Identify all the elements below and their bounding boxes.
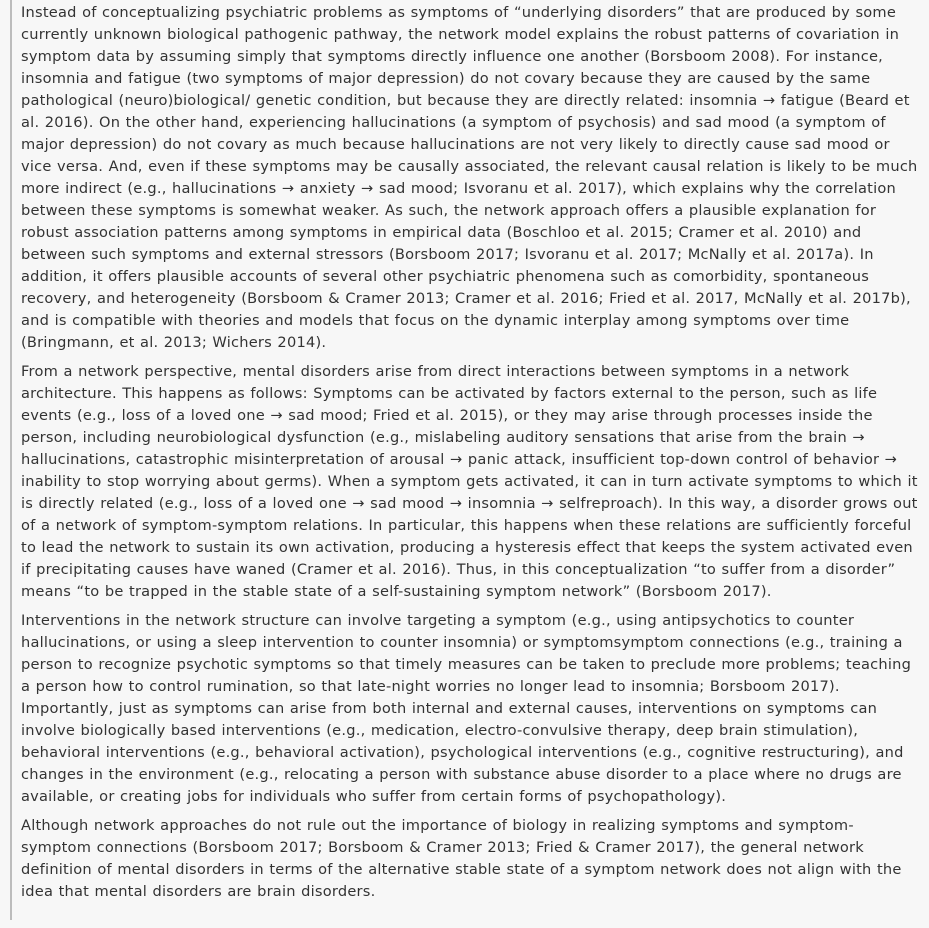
- paragraph-2: From a network perspective, mental disorders arise from direct interactions between symptoms in a network architecture. This happens as follows: Symptoms can be activated by factors external to the person, such as life events (e.g., loss of a loved one → sad mood; Fried et al. 2015), or they may arise through processes inside the person, including neurobiological dysfunction (e.g., mislabeling auditory sensations that arise from the brain → hallucinations, catastrophic misinterpretation of arousal → panic attack, insufficient top-down control of behavior → inability to stop worrying about germs). When a symptom gets activated, it can in turn activate symptoms to which it is directly related (e.g., loss of a loved one → sad mood → insomnia → selfreproach). In this way, a disorder grows out of a network of symptom-symptom relations. In particular, this happens when these relations are sufficiently forceful to lead the network to sustain its own activation, producing a hysteresis effect that keeps the system activated even if precipitating causes have waned (Cramer et al. 2016). Thus, in this conceptualization “to suffer from a disorder” means “to be trapped in the stable state of a self-sustaining symptom network” (Borsboom 2017).: [21, 363, 918, 600]
- paragraph-4: Although network approaches do not rule out the importance of biology in realizing symptoms and symptom-symptom connections (Borsboom 2017; Borsboom & Cramer 2013; Fried & Cramer 2017), the general network definition of mental disorders in terms of the alternative stable state of a symptom network does not align with the idea that mental disorders are brain disorders.: [21, 817, 902, 900]
- quote-border-bar: [10, 0, 12, 920]
- paragraph-1: Instead of conceptualizing psychiatric problems as symptoms of “underlying disorders” that are produced by some currently unknown biological pathogenic pathway, the network model explains the robust patterns of covariation in symptom data by assuming simply that symptoms directly influence one another (Borsboom 2008). For instance, insomnia and fatigue (two symptoms of major depression) do not covary because they are caused by the same pathological (neuro)biological/ genetic condition, but because they are directly related: insomnia → fatigue (Beard et al. 2016). On the other hand, experiencing hallucinations (a symptom of psychosis) and sad mood (a symptom of major depression) do not covary as much because hallucinations are not very likely to directly cause sad mood or vice versa. And, even if these symptoms may be causally associated, the relevant causal relation is likely to be much more indirect (e.g., hallucinations → anxiety → sad mood; Isvoranu et al. 2017), which explains why the correlation between these symptoms is somewhat weaker. As such, the network approach offers a plausible explanation for robust association patterns among symptoms in empirical data (Boschloo et al. 2015; Cramer et al. 2010) and between such symptoms and external stressors (Borsboom 2017; Isvoranu et al. 2017; McNally et al. 2017a). In addition, it offers plausible accounts of several other psychiatric phenomena such as comorbidity, spontaneous recovery, and heterogeneity (Borsboom & Cramer 2013; Cramer et al. 2016; Fried et al. 2017, McNally et al. 2017b), and is compatible with theories and models that focus on the dynamic interplay among symptoms over time (Bringmann, et al. 2013; Wichers 2014).: [21, 4, 918, 351]
- paragraph-3: Interventions in the network structure can involve targeting a symptom (e.g., using antipsychotics to counter hallucinations, or using a sleep intervention to counter insomnia) or symptomsymptom connections (e.g., training a person to recognize psychotic symptoms so that timely measures can be taken to preclude more problems; teaching a person how to control rumination, so that late-night worries no longer lead to insomnia; Borsboom 2017). Importantly, just as symptoms can arise from both internal and external causes, interventions on symptoms can involve biologically based interventions (e.g., medication, electro-convulsive therapy, deep brain stimulation), behavioral interventions (e.g., behavioral activation), psychological interventions (e.g., cognitive restructuring), and changes in the environment (e.g., relocating a person with substance abuse disorder to a place where no drugs are available, or creating jobs for individuals who suffer from certain forms of psychopathology).: [21, 612, 912, 805]
